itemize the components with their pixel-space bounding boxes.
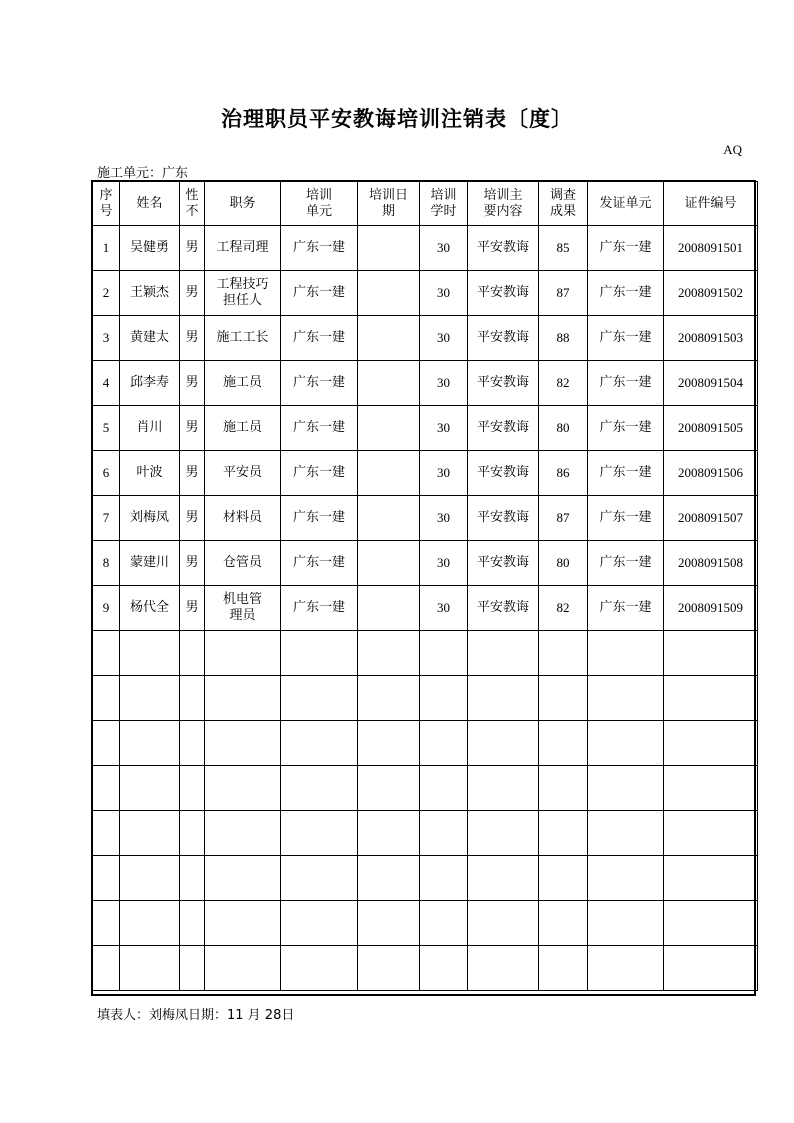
- empty-cell: [468, 631, 539, 676]
- empty-cell: [281, 901, 358, 946]
- cell-score: 88: [539, 316, 588, 361]
- header-text: 学时: [430, 203, 457, 219]
- empty-cell: [588, 676, 664, 721]
- header-train-hours: [420, 182, 468, 226]
- empty-cell: [539, 946, 588, 991]
- empty-cell: [93, 901, 120, 946]
- empty-cell: [120, 901, 180, 946]
- cell-no: 8: [93, 541, 120, 586]
- cell-no: 5: [93, 406, 120, 451]
- empty-cell: [205, 766, 281, 811]
- cell-score: 86: [539, 451, 588, 496]
- cell-date: [358, 406, 420, 451]
- cell-post: [205, 361, 281, 406]
- cell-cert: 2008091502: [664, 271, 758, 316]
- empty-table-row: [93, 901, 758, 946]
- cell-text: 工程技巧: [216, 277, 269, 292]
- cell-issuer: 广东一建: [588, 406, 664, 451]
- cell-sex: 男: [180, 451, 205, 496]
- empty-cell: [468, 901, 539, 946]
- cell-text: 施工员: [222, 420, 262, 435]
- empty-cell: [93, 856, 120, 901]
- header-train-unit: [281, 182, 358, 226]
- cell-date: [358, 361, 420, 406]
- header-name: [120, 182, 180, 226]
- table-row: [93, 451, 758, 496]
- empty-cell: [539, 766, 588, 811]
- header-text: 职务: [229, 195, 256, 211]
- empty-cell: [664, 766, 758, 811]
- header-train-date: [358, 182, 420, 226]
- cell-sex: 男: [180, 361, 205, 406]
- cell-cert: 2008091503: [664, 316, 758, 361]
- cell-post: [205, 586, 281, 631]
- cell-post: [205, 316, 281, 361]
- cell-cert: 2008091507: [664, 496, 758, 541]
- header-sex: [180, 182, 205, 226]
- header-text: 成果: [549, 203, 576, 219]
- cell-text: 施工工长: [216, 330, 269, 345]
- cell-no: 3: [93, 316, 120, 361]
- header-text: 期: [381, 203, 395, 219]
- cell-date: [358, 316, 420, 361]
- empty-cell: [358, 946, 420, 991]
- cell-cert: 2008091501: [664, 226, 758, 271]
- cell-score: 80: [539, 541, 588, 586]
- cell-no: 1: [93, 226, 120, 271]
- header-no: [93, 182, 120, 226]
- empty-cell: [180, 901, 205, 946]
- cell-issuer: 广东一建: [588, 271, 664, 316]
- table-row: [93, 316, 758, 361]
- empty-cell: [281, 676, 358, 721]
- empty-cell: [93, 811, 120, 856]
- cell-issuer: 广东一建: [588, 541, 664, 586]
- empty-cell: [120, 946, 180, 991]
- header-text: 单元: [305, 203, 332, 219]
- empty-cell: [588, 766, 664, 811]
- cell-text: 机电管: [222, 592, 262, 607]
- empty-cell: [358, 721, 420, 766]
- cell-hours: 30: [420, 226, 468, 271]
- cell-no: 6: [93, 451, 120, 496]
- header-text: 培训主: [483, 187, 523, 203]
- cell-name: 吴健勇: [120, 226, 180, 271]
- cell-no: 2: [93, 271, 120, 316]
- empty-cell: [281, 721, 358, 766]
- header-post: [205, 182, 281, 226]
- cell-sex: 男: [180, 496, 205, 541]
- empty-cell: [539, 901, 588, 946]
- cell-score: 87: [539, 496, 588, 541]
- header-text: 培训: [430, 187, 457, 203]
- empty-cell: [281, 631, 358, 676]
- empty-cell: [358, 811, 420, 856]
- cell-text: 施工员: [222, 375, 262, 390]
- cell-name: 蒙建川: [120, 541, 180, 586]
- cell-text: 仓管员: [222, 555, 262, 570]
- empty-cell: [205, 901, 281, 946]
- cell-sex: 男: [180, 586, 205, 631]
- empty-cell: [120, 721, 180, 766]
- empty-cell: [180, 766, 205, 811]
- header-train-content: [468, 182, 539, 226]
- form-code: AQ: [723, 142, 742, 157]
- empty-cell: [420, 676, 468, 721]
- table-row: [93, 361, 758, 406]
- cell-score: 82: [539, 586, 588, 631]
- empty-cell: [588, 901, 664, 946]
- empty-cell: [468, 946, 539, 991]
- cell-date: [358, 496, 420, 541]
- table-row: [93, 226, 758, 271]
- cell-train-unit: 广东一建: [281, 586, 358, 631]
- empty-cell: [281, 811, 358, 856]
- cell-content: 平安教诲: [468, 541, 539, 586]
- header-text: 证件编号: [684, 195, 737, 211]
- empty-cell: [588, 721, 664, 766]
- cell-post: [205, 541, 281, 586]
- header-text: 性: [185, 187, 199, 203]
- header-issuer: [588, 182, 664, 226]
- empty-cell: [180, 856, 205, 901]
- empty-cell: [664, 631, 758, 676]
- cell-content: 平安教诲: [468, 451, 539, 496]
- cell-date: [358, 451, 420, 496]
- cell-text: 工程司理: [216, 240, 269, 255]
- empty-cell: [664, 901, 758, 946]
- cell-cert: 2008091504: [664, 361, 758, 406]
- cell-hours: 30: [420, 451, 468, 496]
- empty-cell: [468, 766, 539, 811]
- empty-cell: [420, 946, 468, 991]
- empty-cell: [120, 811, 180, 856]
- cell-train-unit: 广东一建: [281, 406, 358, 451]
- empty-cell: [588, 946, 664, 991]
- cell-issuer: 广东一建: [588, 361, 664, 406]
- cell-name: 刘梅凤: [120, 496, 180, 541]
- header-text: 培训日: [368, 187, 408, 203]
- header-text: 号: [99, 203, 113, 219]
- empty-cell: [468, 856, 539, 901]
- empty-cell: [468, 676, 539, 721]
- empty-table-row: [93, 721, 758, 766]
- empty-cell: [358, 631, 420, 676]
- cell-content: 平安教诲: [468, 316, 539, 361]
- table-row: [93, 496, 758, 541]
- table-row: [93, 541, 758, 586]
- empty-cell: [205, 856, 281, 901]
- cell-post: [205, 496, 281, 541]
- empty-cell: [93, 631, 120, 676]
- cell-issuer: 广东一建: [588, 451, 664, 496]
- cell-train-unit: 广东一建: [281, 361, 358, 406]
- header-cert-no: [664, 182, 758, 226]
- header-score: [539, 182, 588, 226]
- page-title: 治理职员平安教诲培训注销表〔度〕: [221, 106, 573, 131]
- empty-cell: [420, 901, 468, 946]
- empty-cell: [180, 631, 205, 676]
- cell-train-unit: 广东一建: [281, 271, 358, 316]
- cell-name: 王颖杰: [120, 271, 180, 316]
- header-text: 序: [99, 187, 113, 203]
- cell-sex: 男: [180, 406, 205, 451]
- empty-cell: [588, 631, 664, 676]
- empty-cell: [539, 721, 588, 766]
- empty-cell: [664, 946, 758, 991]
- cell-issuer: 广东一建: [588, 226, 664, 271]
- empty-cell: [205, 721, 281, 766]
- cell-content: 平安教诲: [468, 586, 539, 631]
- table-header-row: [93, 182, 758, 226]
- empty-cell: [120, 766, 180, 811]
- cell-content: 平安教诲: [468, 271, 539, 316]
- cell-text: 理员: [229, 608, 256, 623]
- cell-post: [205, 451, 281, 496]
- header-text: 调查: [549, 187, 576, 203]
- cell-train-unit: 广东一建: [281, 451, 358, 496]
- cell-name: 邱李寿: [120, 361, 180, 406]
- empty-cell: [539, 811, 588, 856]
- cell-date: [358, 541, 420, 586]
- empty-table-row: [93, 676, 758, 721]
- empty-cell: [664, 811, 758, 856]
- cell-sex: 男: [180, 541, 205, 586]
- empty-cell: [180, 676, 205, 721]
- empty-cell: [420, 721, 468, 766]
- cell-date: [358, 226, 420, 271]
- empty-cell: [664, 721, 758, 766]
- empty-cell: [539, 631, 588, 676]
- empty-cell: [539, 676, 588, 721]
- cell-no: 7: [93, 496, 120, 541]
- cell-hours: 30: [420, 316, 468, 361]
- cell-score: 87: [539, 271, 588, 316]
- empty-cell: [93, 946, 120, 991]
- cell-cert: 2008091508: [664, 541, 758, 586]
- cell-train-unit: 广东一建: [281, 316, 358, 361]
- header-text: 要内容: [483, 203, 523, 219]
- empty-cell: [205, 676, 281, 721]
- empty-cell: [93, 676, 120, 721]
- cell-cert: 2008091505: [664, 406, 758, 451]
- empty-cell: [281, 946, 358, 991]
- empty-cell: [420, 856, 468, 901]
- training-register-table: [92, 181, 758, 991]
- empty-cell: [93, 766, 120, 811]
- cell-train-unit: 广东一建: [281, 541, 358, 586]
- cell-name: 黄建太: [120, 316, 180, 361]
- cell-issuer: 广东一建: [588, 496, 664, 541]
- cell-hours: 30: [420, 271, 468, 316]
- empty-cell: [281, 856, 358, 901]
- cell-text: 平安员: [222, 465, 262, 480]
- empty-cell: [205, 811, 281, 856]
- cell-score: 80: [539, 406, 588, 451]
- cell-score: 82: [539, 361, 588, 406]
- cell-content: 平安教诲: [468, 496, 539, 541]
- empty-cell: [120, 676, 180, 721]
- cell-hours: 30: [420, 586, 468, 631]
- empty-cell: [664, 856, 758, 901]
- cell-sex: 男: [180, 316, 205, 361]
- cell-hours: 30: [420, 541, 468, 586]
- cell-hours: 30: [420, 406, 468, 451]
- empty-cell: [664, 676, 758, 721]
- empty-cell: [588, 856, 664, 901]
- empty-cell: [588, 811, 664, 856]
- cell-cert: 2008091506: [664, 451, 758, 496]
- cell-content: 平安教诲: [468, 361, 539, 406]
- table-row: [93, 586, 758, 631]
- cell-text: 担任人: [222, 293, 262, 308]
- cell-sex: 男: [180, 271, 205, 316]
- cell-train-unit: 广东一建: [281, 226, 358, 271]
- empty-cell: [180, 946, 205, 991]
- cell-train-unit: 广东一建: [281, 496, 358, 541]
- cell-post: [205, 406, 281, 451]
- empty-cell: [180, 721, 205, 766]
- empty-table-row: [93, 856, 758, 901]
- empty-cell: [120, 631, 180, 676]
- empty-cell: [358, 901, 420, 946]
- header-text: 发证单元: [599, 195, 652, 211]
- cell-issuer: 广东一建: [588, 586, 664, 631]
- cell-hours: 30: [420, 361, 468, 406]
- cell-hours: 30: [420, 496, 468, 541]
- cell-content: 平安教诲: [468, 226, 539, 271]
- empty-cell: [180, 811, 205, 856]
- table-row: [93, 406, 758, 451]
- empty-cell: [420, 811, 468, 856]
- cell-no: 4: [93, 361, 120, 406]
- empty-cell: [93, 721, 120, 766]
- cell-score: 85: [539, 226, 588, 271]
- cell-post: [205, 226, 281, 271]
- cell-name: 杨代全: [120, 586, 180, 631]
- header-text: 不: [185, 203, 199, 219]
- footer-filled-by: 填表人：刘梅凤日期：11 月 28日: [97, 1008, 295, 1023]
- cell-name: 叶波: [120, 451, 180, 496]
- empty-cell: [281, 766, 358, 811]
- empty-table-row: [93, 811, 758, 856]
- empty-table-row: [93, 766, 758, 811]
- table-row: [93, 271, 758, 316]
- empty-cell: [205, 946, 281, 991]
- header-text: 培训: [305, 187, 332, 203]
- cell-content: 平安教诲: [468, 406, 539, 451]
- empty-cell: [420, 766, 468, 811]
- empty-cell: [120, 856, 180, 901]
- empty-cell: [358, 856, 420, 901]
- cell-sex: 男: [180, 226, 205, 271]
- cell-post: [205, 271, 281, 316]
- empty-cell: [539, 856, 588, 901]
- header-text: 姓名: [136, 195, 163, 211]
- construction-unit-label: 施工单元：广东: [97, 166, 189, 181]
- empty-cell: [205, 631, 281, 676]
- empty-table-row: [93, 631, 758, 676]
- empty-cell: [420, 631, 468, 676]
- cell-name: 肖川: [120, 406, 180, 451]
- empty-cell: [468, 811, 539, 856]
- cell-date: [358, 271, 420, 316]
- cell-no: 9: [93, 586, 120, 631]
- cell-issuer: 广东一建: [588, 316, 664, 361]
- cell-cert: 2008091509: [664, 586, 758, 631]
- empty-table-row: [93, 946, 758, 991]
- cell-date: [358, 586, 420, 631]
- empty-cell: [358, 676, 420, 721]
- cell-text: 材料员: [222, 510, 262, 525]
- empty-cell: [468, 721, 539, 766]
- empty-cell: [358, 766, 420, 811]
